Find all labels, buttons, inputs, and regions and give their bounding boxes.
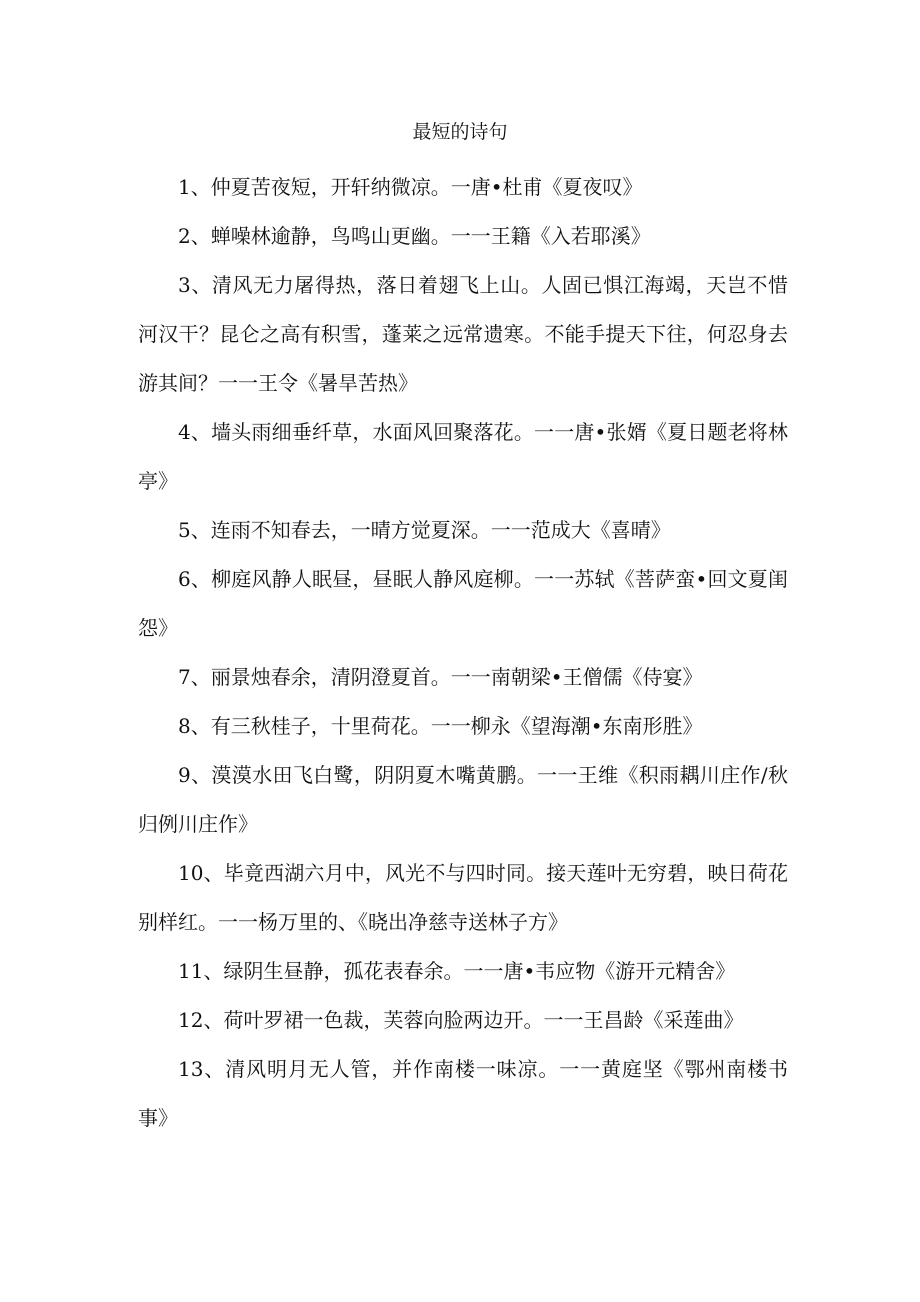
poem-list (138, 163, 788, 1143)
poem-item-10: 10、毕竟西湖六月中，风光不与四时同。接天莲叶无穷碧，映日荷花别样红。一一杨万里的、《晓出净慈寺送林子方》 (138, 861, 788, 934)
document-title: 最短的诗句 (412, 121, 508, 143)
poem-item-3: 3、清风无力屠得热，落日着翅飞上山。人固已惧江海竭，天岂不惜河汉干？昆仑之高有积雪，蓬莱之远常遗寒。不能手提天下往，何忍身去游其间？一一王令《暑旱苦热》 (138, 273, 788, 395)
poem-item-12: 12、荷叶罗裙一色裁，芙蓉向脸两边开。一一王昌龄《采莲曲》 (178, 1008, 744, 1032)
poem-item-6: 6、柳庭风静人眠昼，昼眠人静风庭柳。一一苏轼《菩萨蛮•回文夏闺怨》 (138, 567, 788, 640)
poem-item-5: 5、连雨不知春去，一晴方觉夏深。一一范成大《喜晴》 (178, 518, 671, 542)
poem-item-4: 4、墙头雨细垂纤草，水面风回聚落花。一一唐•张婿《夏日题老将林亭》 (138, 420, 788, 493)
poem-item-1: 1、仲夏苦夜短，开轩纳微凉。一唐•杜甫《夏夜叹》 (178, 175, 643, 199)
poem-item-2: 2、蝉噪林逾静，鸟鸣山更幽。一一王籍《入若耶溪》 (178, 224, 651, 248)
poem-item-9: 9、漠漠水田飞白鹭，阴阴夏木嘴黄鹏。一一王维《积雨耦川庄作/秋归例川庄作》 (138, 763, 788, 836)
poem-item-11: 11、绿阴生昼静，孤花表春余。一一唐•韦应物《游开元精舍》 (178, 959, 736, 983)
poem-item-7: 7、丽景烛春余，清阴澄夏首。一一南朝梁•王僧儒《侍宴》 (178, 665, 703, 689)
poem-item-13: 13、清风明月无人管，并作南楼一味凉。一一黄庭坚《鄂州南楼书事》 (138, 1057, 788, 1130)
poem-item-8: 8、有三秋桂子，十里荷花。一一柳永《望海潮•东南形胜》 (178, 714, 703, 738)
